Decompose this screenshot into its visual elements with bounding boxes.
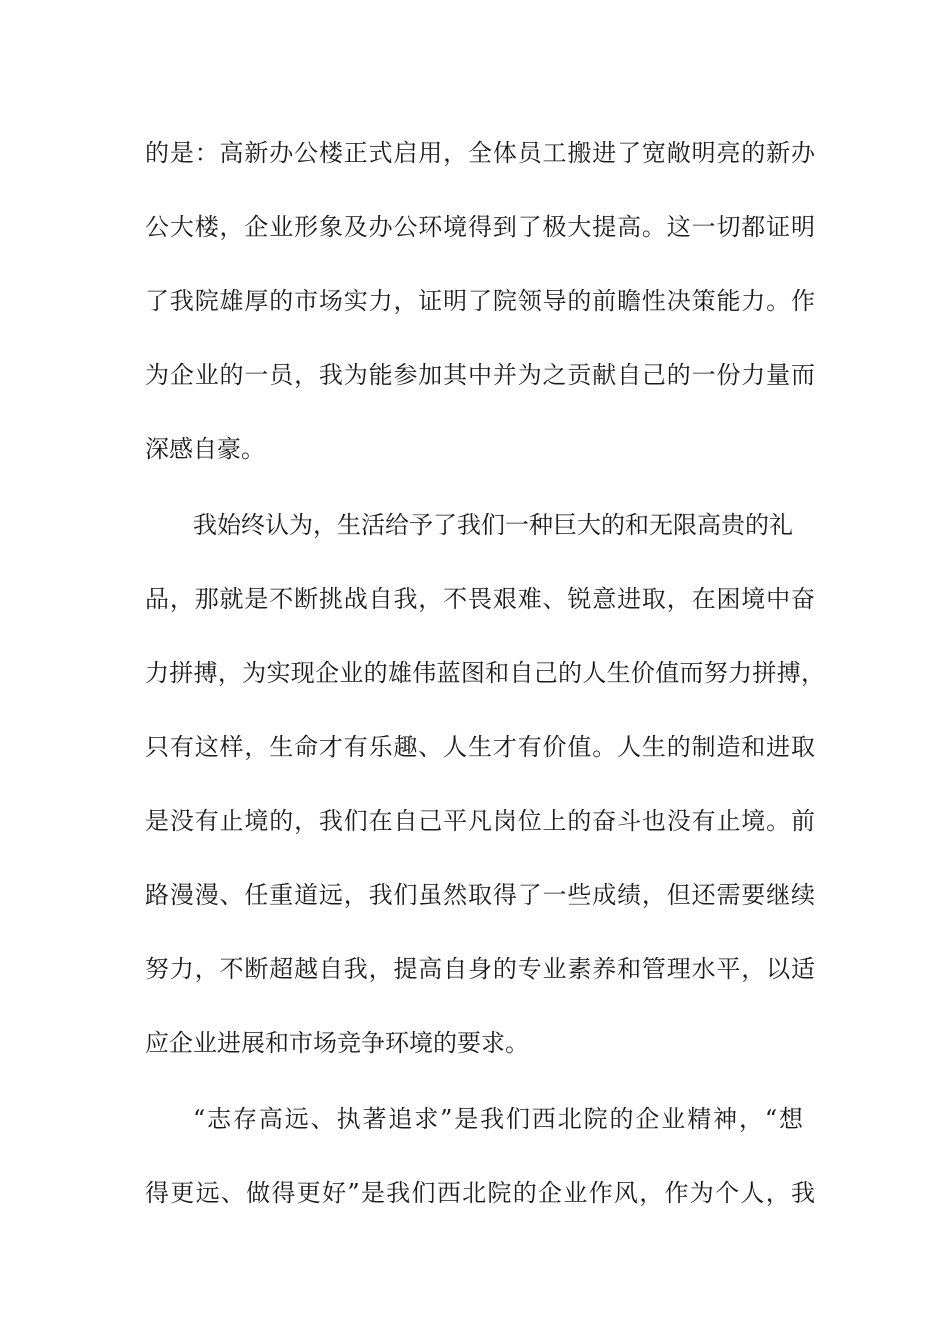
body-text-line: 得更远、做得更好”是我们西北院的企业作风，作为个人，我 [145,1179,815,1207]
paragraph-first-line: 我始终认为，生活给予了我们一种巨大的和无限高贵的礼 [193,511,793,539]
body-text-line: 努力，不断超越自我，提高自身的专业素养和管理水平，以适 [145,955,815,983]
body-text-line: 深感自豪。 [145,435,265,463]
body-text-line: 公大楼，企业形象及办公环境得到了极大提高。这一切都证明 [145,213,815,241]
body-text-line: 为企业的一员，我为能参加其中并为之贡献自己的一份力量而 [145,361,815,389]
body-text-line: 力拼搏，为实现企业的雄伟蓝图和自己的人生价值而努力拼搏， [145,659,825,687]
body-text-line: 了我院雄厚的市场实力，证明了院领导的前瞻性决策能力。作 [145,287,815,315]
paragraph-first-line: “志存高远、执著追求”是我们西北院的企业精神，“想 [193,1105,803,1133]
body-text-line: 的是：高新办公楼正式启用，全体员工搬进了宽敞明亮的新办 [145,139,815,167]
body-text-line: 应企业进展和市场竞争环境的要求。 [145,1029,529,1057]
body-text-line: 路漫漫、任重道远，我们虽然取得了一些成绩，但还需要继续 [145,881,815,909]
body-text-line: 只有这样，生命才有乐趣、人生才有价值。人生的制造和进取 [145,733,815,761]
body-text-line: 是没有止境的，我们在自己平凡岗位上的奋斗也没有止境。前 [145,807,815,835]
body-text-line: 品，那就是不断挑战自我，不畏艰难、锐意进取，在困境中奋 [145,585,815,613]
